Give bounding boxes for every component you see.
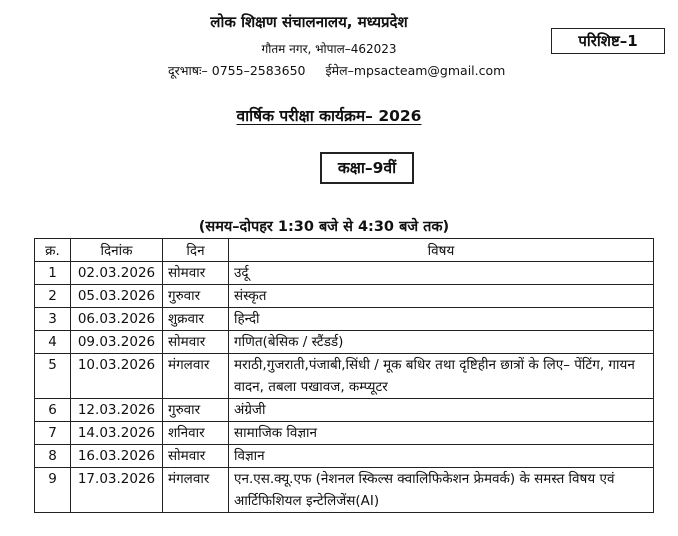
row-day: गुरुवार	[163, 399, 229, 422]
row-serial: 2	[35, 285, 71, 308]
row-day: मंगलवार	[163, 468, 229, 513]
row-serial: 9	[35, 468, 71, 513]
row-serial: 5	[35, 354, 71, 399]
table-row	[35, 331, 654, 354]
row-subject: हिन्दी	[229, 308, 654, 331]
row-date: 05.03.2026	[71, 285, 163, 308]
table-header-row	[35, 239, 654, 262]
row-serial: 6	[35, 399, 71, 422]
exam-timing: (समय–दोपहर 1:30 बजे से 4:30 बजे तक)	[198, 219, 450, 235]
org-address: गौतम नगर, भोपाल–462023	[261, 42, 397, 56]
schedule-table	[34, 238, 654, 513]
header-day: दिन	[163, 239, 229, 262]
row-date: 09.03.2026	[71, 331, 163, 354]
email-address: mpsacteam@gmail.com	[353, 63, 506, 78]
page-title: वार्षिक परीक्षा कार्यक्रम– 2026	[236, 107, 422, 125]
row-date: 14.03.2026	[71, 422, 163, 445]
row-subject: एन.एस.क्यू.एफ (नेशनल स्किल्स क्वालिफिकेशन फ्रेमवर्क) के समस्त विषय एवं आर्टिफिशियल इन्टेलिजेंस(AI)	[229, 468, 654, 513]
table-row	[35, 262, 654, 285]
row-date: 06.03.2026	[71, 308, 163, 331]
header-subject: विषय	[229, 239, 654, 262]
table-row	[35, 445, 654, 468]
row-date: 10.03.2026	[71, 354, 163, 399]
table-row	[35, 285, 654, 308]
row-day: सोमवार	[163, 331, 229, 354]
row-subject: गणित(बेसिक / स्टैंडर्ड)	[229, 331, 654, 354]
row-subject: मराठी,गुजराती,पंजाबी,सिंधी / मूक बधिर तथा दृष्टिहीन छात्रों के लिए– पेंटिंग, गायन वादन, तबला पखावज, कम्प्यूटर	[229, 354, 654, 399]
row-date: 16.03.2026	[71, 445, 163, 468]
row-day: सोमवार	[163, 262, 229, 285]
row-serial: 4	[35, 331, 71, 354]
row-subject: संस्कृत	[229, 285, 654, 308]
table-row	[35, 468, 654, 513]
header-date: दिनांक	[71, 239, 163, 262]
contact-line	[168, 62, 505, 79]
row-subject: विज्ञान	[229, 445, 654, 468]
row-subject: उर्दू	[229, 262, 654, 285]
row-day: शुक्रवार	[163, 308, 229, 331]
row-day: सोमवार	[163, 445, 229, 468]
row-date: 02.03.2026	[71, 262, 163, 285]
row-day: शनिवार	[163, 422, 229, 445]
row-date: 17.03.2026	[71, 468, 163, 513]
row-serial: 3	[35, 308, 71, 331]
phone-label: दूरभाषः–	[168, 63, 208, 78]
table-row	[35, 354, 654, 399]
row-serial: 1	[35, 262, 71, 285]
table-row	[35, 422, 654, 445]
phone-number: 0755–2583650	[211, 63, 306, 78]
row-subject: अंग्रेजी	[229, 399, 654, 422]
table-row	[35, 399, 654, 422]
header-serial: क्र.	[35, 239, 71, 262]
appendix-box: परिशिष्ट–1	[551, 28, 665, 54]
table-row	[35, 308, 654, 331]
email-label: ईमेल–	[325, 63, 354, 78]
row-serial: 7	[35, 422, 71, 445]
row-date: 12.03.2026	[71, 399, 163, 422]
class-box: कक्षा–9वीं	[320, 152, 414, 184]
row-day: मंगलवार	[163, 354, 229, 399]
row-serial: 8	[35, 445, 71, 468]
row-day: गुरुवार	[163, 285, 229, 308]
org-name: लोक शिक्षण संचालनालय, मध्यप्रदेश	[210, 13, 408, 31]
row-subject: सामाजिक विज्ञान	[229, 422, 654, 445]
